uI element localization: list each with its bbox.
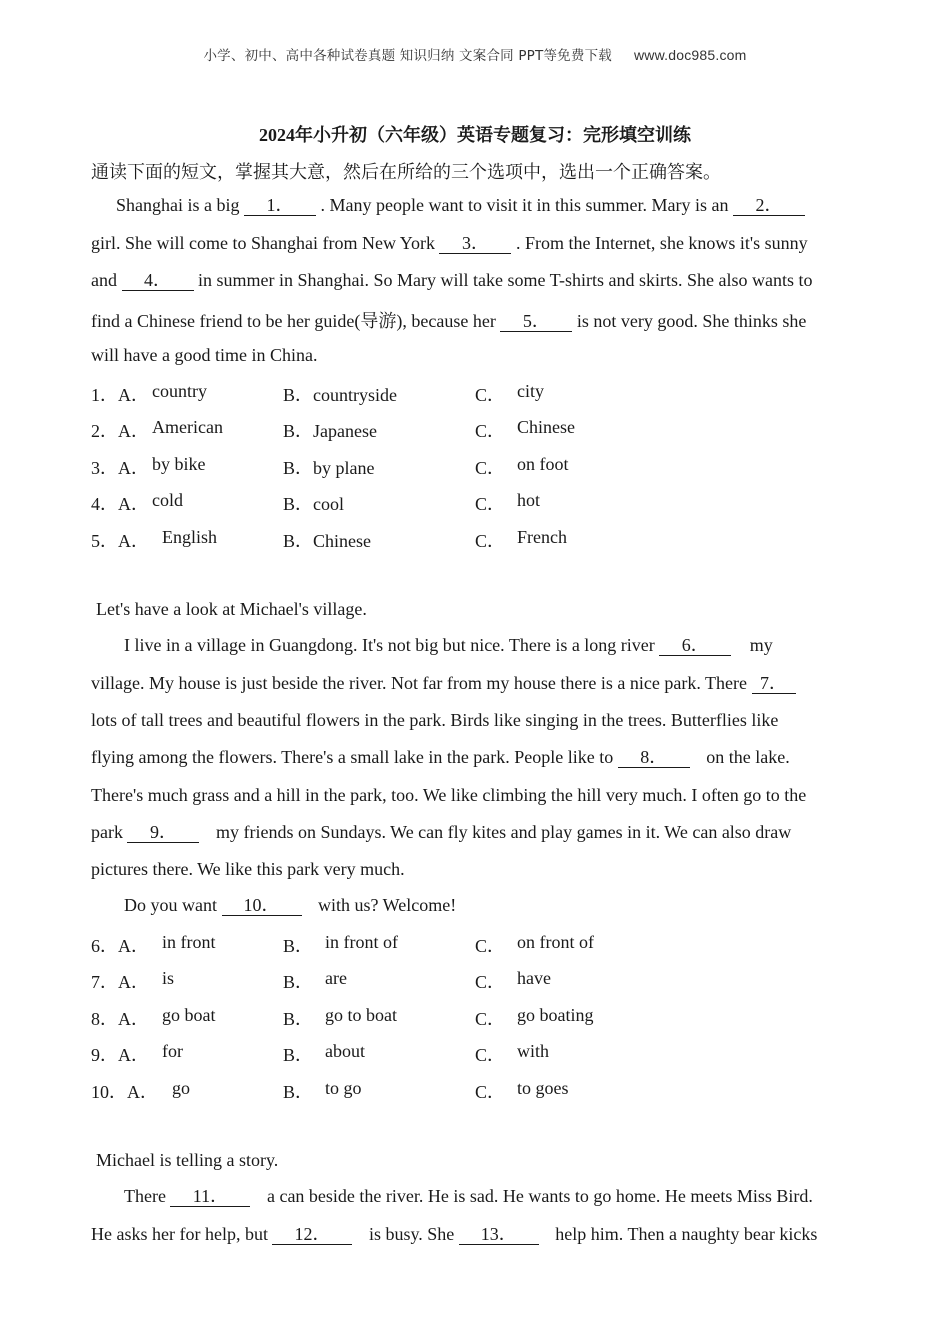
blank-3: 3．: [439, 233, 511, 254]
passage2-line5: There's much grass and a hill in the park, too. We like climbing the hill very much. I often go to the: [91, 785, 807, 805]
passage2-line6: park 9． my friends on Sundays. We can fly kites and play games in it. We can also draw: [91, 822, 792, 842]
blank-12: 12．: [272, 1224, 352, 1245]
blank-13: 13．: [459, 1224, 539, 1245]
passage2-line4: flying among the flowers. There's a small lake in the park. People like to 8． on the lake.: [91, 747, 790, 767]
option-a: English: [162, 527, 218, 547]
passage1-line3: and 4． in summer in Shanghai. So Mary will take some T-shirts and skirts. She also wants to: [91, 270, 813, 290]
blank-4: 4．: [122, 270, 194, 291]
option-b: B．Japanese: [283, 421, 377, 441]
option-a: for: [162, 1041, 183, 1061]
option-b: B．Chinese: [283, 531, 371, 551]
header-site[interactable]: www.doc985.com: [633, 47, 747, 63]
passage1-line4: find a Chinese friend to be her guide(导游), because her 5． is not very good. She thinks she: [91, 311, 807, 331]
blank-2: 2．: [733, 195, 805, 216]
passage2-line7: pictures there. We like this park very much.: [91, 859, 405, 879]
page-header: [0, 44, 950, 64]
option-c: have: [517, 968, 551, 988]
passage3-line1: There 11． a can beside the river. He is sad. He wants to go home. He meets Miss Bird.: [124, 1186, 813, 1206]
option-b: B．countryside: [283, 385, 397, 405]
page-title: 2024年小升初（六年级）英语专题复习：完形填空训练: [259, 125, 691, 145]
option-c: to goes: [517, 1078, 569, 1098]
blank-9: 9．: [127, 822, 199, 843]
option-a: go boat: [162, 1005, 216, 1025]
passage1-line5: will have a good time in China.: [91, 345, 318, 365]
option-b: about: [325, 1041, 365, 1061]
blank-1: 1．: [244, 195, 316, 216]
passage2-intro: Let's have a look at Michael's village.: [96, 599, 367, 619]
blank-10: 10．: [222, 895, 302, 916]
option-b: B．by plane: [283, 458, 375, 478]
passage2-line2: village. My house is just beside the river. Not far from my house there is a nice park. There 7．: [91, 673, 796, 694]
option-a: go: [172, 1078, 190, 1098]
passage2-line1: I live in a village in Guangdong. It's not big but nice. There is a long river 6． my: [124, 635, 773, 655]
passage2-line8: Do you want 10． with us? Welcome!: [124, 895, 457, 915]
passage2-line3: lots of tall trees and beautiful flowers in the park. Birds like singing in the trees. Butterflies like: [91, 710, 779, 730]
option-a: country: [152, 381, 207, 401]
option-b: are: [325, 968, 347, 988]
option-c: go boating: [517, 1005, 594, 1025]
blank-11: 11．: [170, 1186, 250, 1207]
instruction: 通读下面的短文，掌握其大意，然后在所给的三个选项中，选出一个正确答案。: [91, 162, 721, 182]
option-a: is: [162, 968, 175, 988]
option-c: city: [517, 381, 544, 401]
option-c: Chinese: [517, 417, 575, 437]
option-b: go to boat: [325, 1005, 397, 1025]
passage1-line2: girl. She will come to Shanghai from New York 3． . From the Internet, she knows it's sunny: [91, 233, 808, 253]
passage3-line2: He asks her for help, but 12． is busy. She 13． help him. Then a naughty bear kicks: [91, 1224, 818, 1244]
passage3-intro: Michael is telling a story.: [96, 1150, 279, 1170]
option-c: French: [517, 527, 567, 547]
blank-7: 7．: [752, 673, 796, 694]
option-a: cold: [152, 490, 183, 510]
option-b: B．cool: [283, 494, 344, 514]
option-b: in front of: [325, 932, 398, 952]
option-a: by bike: [152, 454, 206, 474]
option-c: on front of: [517, 932, 594, 952]
blank-5: 5．: [500, 311, 572, 332]
header-text: 小学、初中、高中各种试卷真题 知识归纳 文案合同 PPT等免费下载: [203, 48, 612, 64]
option-c: on foot: [517, 454, 569, 474]
option-c: hot: [517, 490, 541, 510]
blank-8: 8．: [618, 747, 690, 768]
passage1-line1: Shanghai is a big 1． . Many people want to visit it in this summer. Mary is an 2．: [116, 195, 805, 216]
option-a: in front: [162, 932, 216, 952]
blank-6: 6．: [659, 635, 731, 656]
option-b: to go: [325, 1078, 362, 1098]
option-a: American: [152, 417, 223, 437]
option-c: with: [517, 1041, 550, 1061]
